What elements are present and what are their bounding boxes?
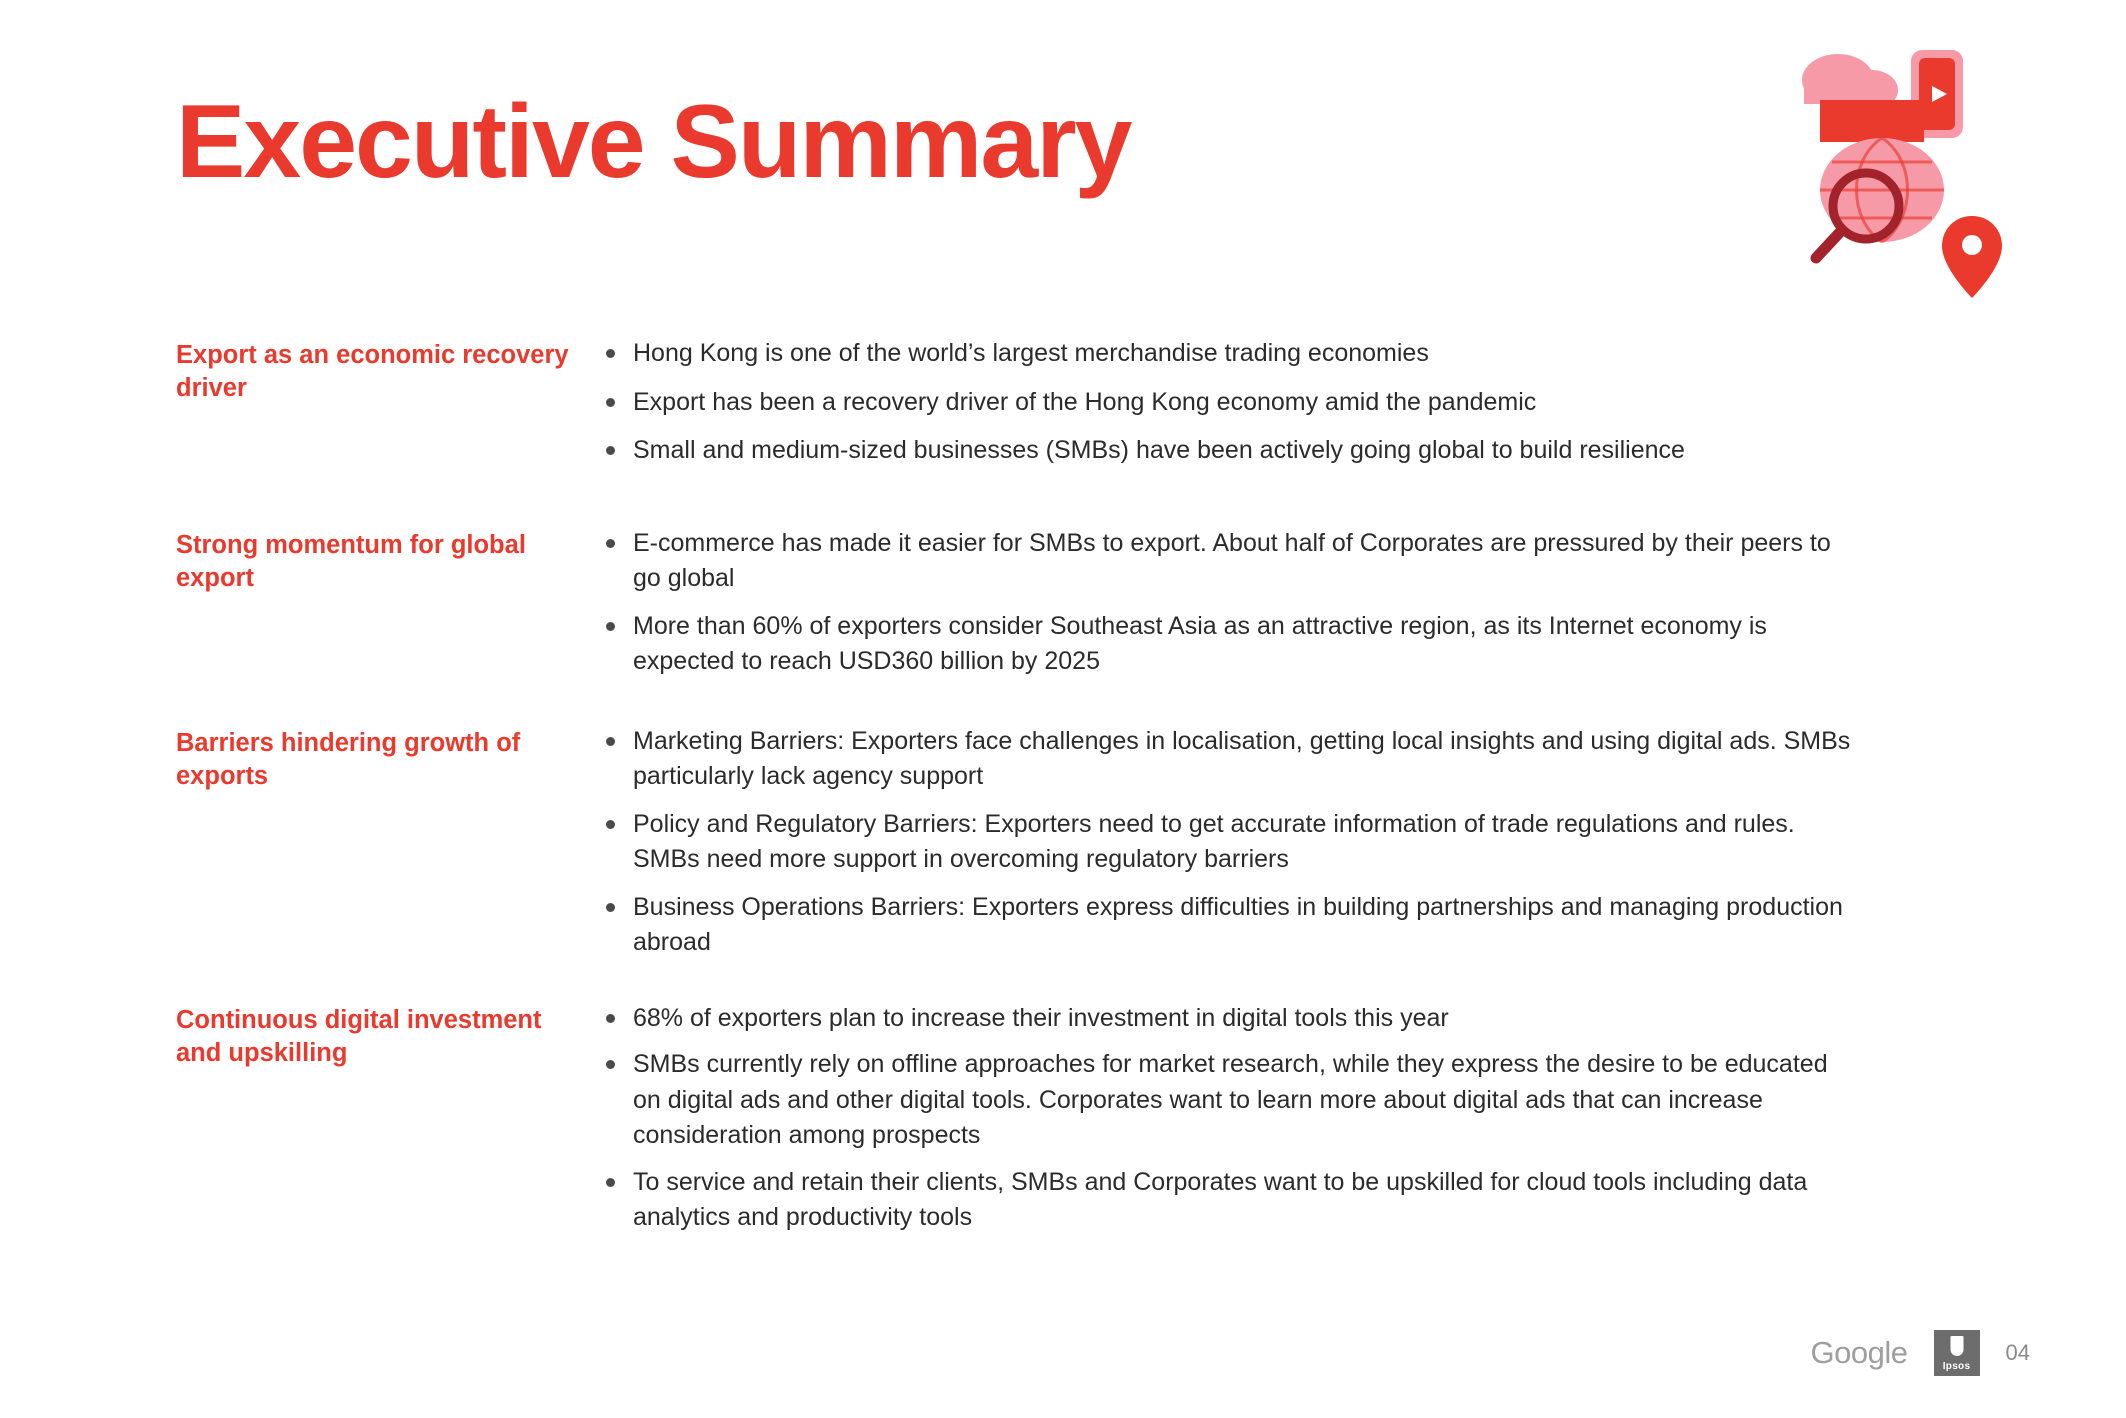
summary-section	[176, 1001, 1856, 1247]
summary-section	[176, 526, 1856, 680]
google-logo: Google	[1810, 1335, 1908, 1370]
bullet-item: Business Operations Barriers: Exporters express difficulties in building partnerships and managing production abroad	[596, 890, 1856, 961]
ipsos-logo-label: Ipsos	[1942, 1361, 1971, 1372]
bullet-item: Hong Kong is one of the world’s largest merchandise trading economies	[596, 336, 1856, 372]
export-illustration	[1786, 38, 2016, 328]
section-heading: Barriers hindering growth of exports	[176, 728, 521, 790]
bullet-item: Small and medium-sized businesses (SMBs) have been actively going global to build resilience	[596, 433, 1856, 469]
summary-section	[176, 336, 1856, 482]
section-heading: Continuous digital investment and upskilling	[176, 1005, 542, 1067]
bullet-item: Export has been a recovery driver of the Hong Kong economy amid the pandemic	[596, 385, 1856, 421]
section-heading: Strong momentum for global export	[176, 530, 526, 592]
bullet-item: Policy and Regulatory Barriers: Exporters need to get accurate information of trade regulations and rules. SMBs need more support in overcoming regulatory barriers	[596, 807, 1856, 878]
summary-section	[176, 724, 1856, 961]
bullet-item: E-commerce has made it easier for SMBs to export. About half of Corporates are pressured by their peers to go global	[596, 526, 1856, 597]
location-pin-icon	[1942, 216, 2002, 298]
ipsos-mark-icon	[1950, 1336, 1963, 1356]
bullet-list	[596, 1001, 1856, 1247]
bullet-list	[596, 724, 1856, 961]
bullet-list	[596, 336, 1856, 482]
bullet-item: 68% of exporters plan to increase their investment in digital tools this year	[596, 1001, 1856, 1037]
page-title: Executive Summary	[176, 84, 1131, 200]
bullet-item: Marketing Barriers: Exporters face challenges in localisation, getting local insights and using digital ads. SMBs particularly lack agency support	[596, 724, 1856, 795]
bullet-item: SMBs currently rely on offline approaches for market research, while they express the desire to be educated on digital ads and other digital tools. Corporates want to learn more about digital ads that can increase consideration among prospects	[596, 1047, 1856, 1154]
footer	[1811, 1330, 2030, 1376]
bullet-item: More than 60% of exporters consider Southeast Asia as an attractive region, as its Internet economy is expected to reach USD360 billion by 2025	[596, 609, 1856, 680]
bullet-list	[596, 526, 1856, 680]
bullet-item: To service and retain their clients, SMBs and Corporates want to be upskilled for cloud tools including data analytics and productivity tools	[596, 1165, 1856, 1236]
banner-bar	[1820, 100, 1924, 142]
summary-content	[176, 336, 1856, 1287]
ipsos-logo	[1934, 1330, 1980, 1376]
section-heading: Export as an economic recovery driver	[176, 341, 569, 403]
page-number: 04	[2005, 1340, 2030, 1365]
